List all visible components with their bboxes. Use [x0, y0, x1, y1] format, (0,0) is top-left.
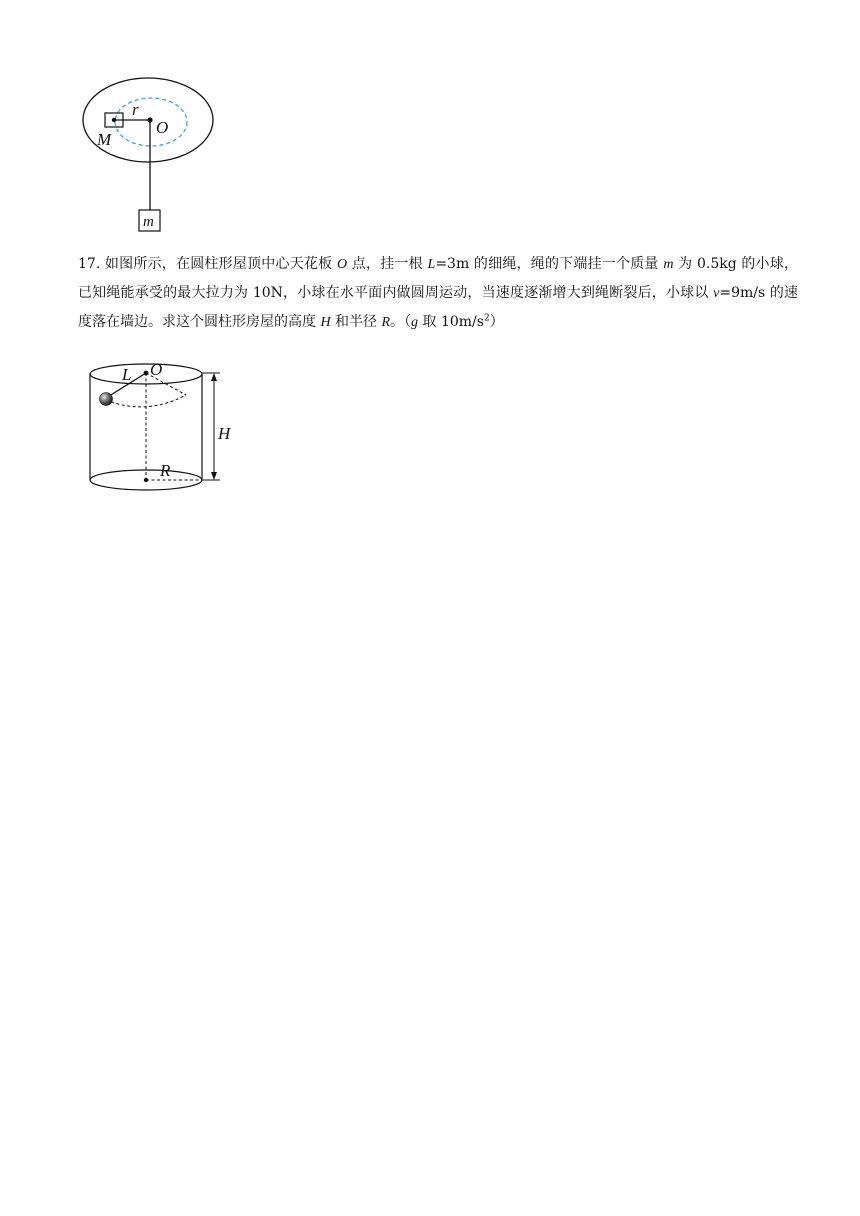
superscript-2: 2 — [483, 313, 490, 324]
label-r: r — [132, 100, 139, 119]
label-O: O — [156, 118, 169, 137]
problem-17: 17. 如图所示，在圆柱形屋顶中心天花板 O 点，挂一根 L=3m 的细绳，绳的下端挂一个质量 m 为 0.5kg 的小球，已知绳能承受的最大拉力为 10N，小球在水平面内做圆周运动，当速度逐渐增大到绳断裂后，小球以 v=9m/s 的速度落在墙边。求这个圆柱形房屋的高度 H 和半径 R。（g 取 $10m/s^2$） — [78, 256, 799, 330]
pendulum-ball — [100, 393, 113, 406]
height-arrow-bottom — [211, 472, 217, 480]
var-v: v — [713, 286, 720, 301]
var-g: g — [411, 315, 419, 330]
ceiling-point-O — [144, 371, 149, 376]
turntable-figure — [76, 76, 226, 238]
height-arrow-top — [211, 373, 217, 381]
cylinder-room-figure — [84, 360, 254, 496]
label-m: m — [143, 214, 154, 230]
label-L: L — [122, 365, 132, 384]
problem-number: 17. — [78, 256, 101, 272]
var-O: O — [337, 257, 348, 272]
label-M: M — [97, 130, 112, 149]
var-R: R — [381, 315, 391, 330]
label-O: O — [150, 360, 163, 379]
var-m: m — [663, 257, 674, 272]
label-R: R — [160, 461, 171, 480]
label-H: H — [218, 424, 231, 443]
var-L: L — [427, 257, 436, 272]
var-H: H — [320, 315, 331, 330]
